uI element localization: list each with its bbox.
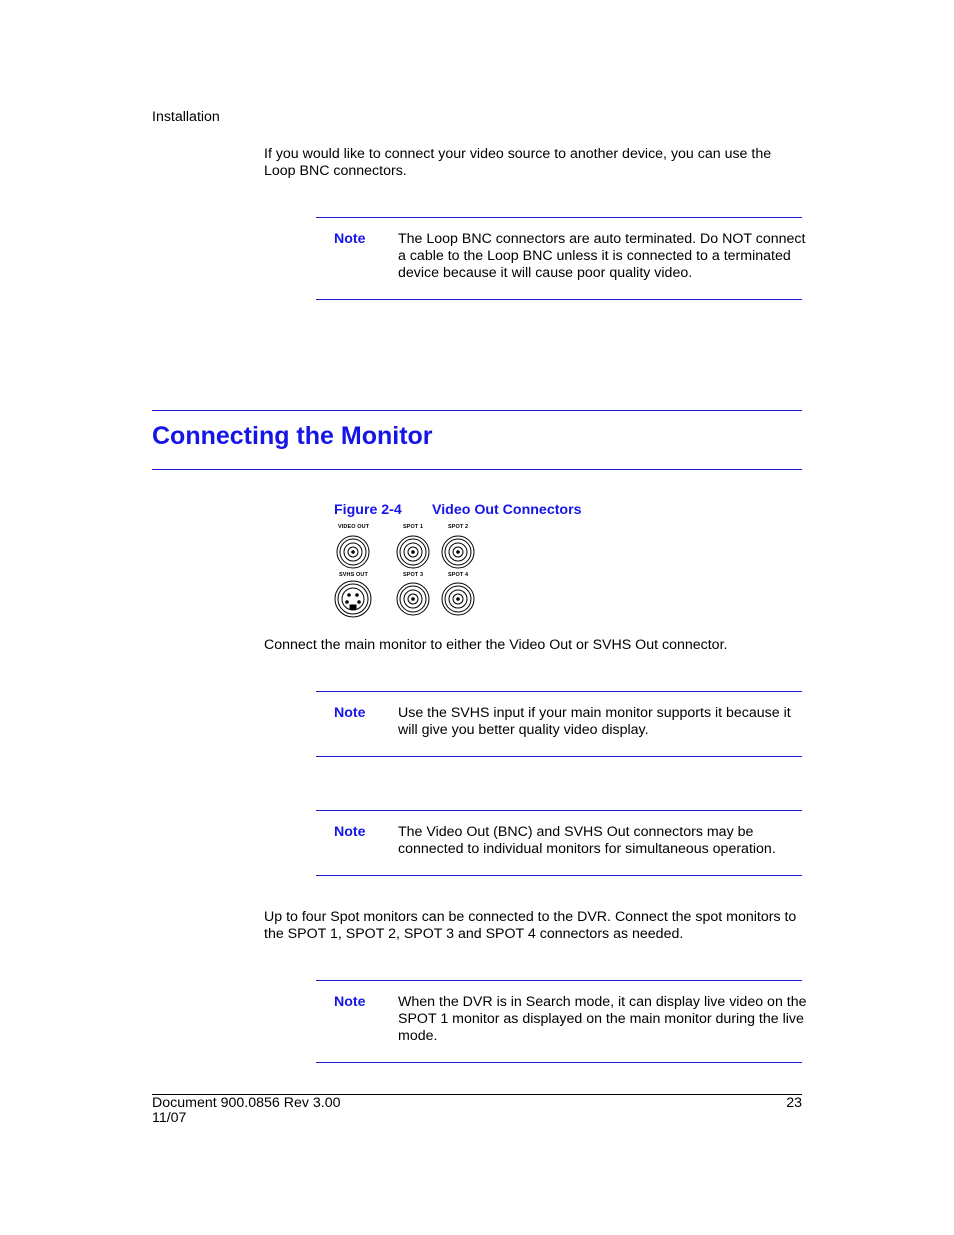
intro-paragraph: If you would like to connect your video source to another device, you can use the Loop BNC connectors. xyxy=(264,146,772,179)
note-top-rule xyxy=(316,980,802,981)
spot2-label: SPOT 2 xyxy=(448,524,469,530)
note-text: Use the SVHS input if your main monitor supports it because it will give you better quality video display. xyxy=(398,705,791,738)
note-text: When the DVR is in Search mode, it can display live video on the SPOT 1 monitor as displayed on the main monitor during the live mode. xyxy=(398,994,807,1044)
note-text: The Loop BNC connectors are auto terminated. Do NOT connect a cable to the Loop BNC unless it is connected to a terminated device because it will cause poor quality video. xyxy=(398,231,806,281)
note-label: Note xyxy=(334,231,366,247)
spot1-label: SPOT 1 xyxy=(403,524,424,530)
section-top-rule xyxy=(152,410,802,411)
note-label: Note xyxy=(334,705,366,721)
spot4-label: SPOT 4 xyxy=(448,572,469,578)
spot-monitors-paragraph: Up to four Spot monitors can be connected to the DVR. Connect the spot monitors to the SPOT 1, SPOT 2, SPOT 3 and SPOT 4 connectors as needed. xyxy=(264,909,797,942)
video-out-label: VIDEO OUT xyxy=(338,524,370,530)
spot2-bnc-icon xyxy=(442,536,474,568)
footer-date: 11/07 xyxy=(152,1110,187,1126)
spot3-bnc-icon xyxy=(397,583,429,615)
note-top-rule xyxy=(316,810,802,811)
note-text: The Video Out (BNC) and SVHS Out connectors may be connected to individual monitors for simultaneous operation. xyxy=(398,824,776,857)
svhs-out-label: SVHS OUT xyxy=(339,572,368,578)
note-bottom-rule xyxy=(316,1062,802,1063)
page-number: 23 xyxy=(786,1095,802,1111)
connector-drawing xyxy=(330,522,480,620)
note-top-rule xyxy=(316,217,802,218)
note-bottom-rule xyxy=(316,875,802,876)
figure-title: Video Out Connectors xyxy=(432,502,582,518)
note-label: Note xyxy=(334,994,366,1010)
spot3-label: SPOT 3 xyxy=(403,572,424,578)
note-top-rule xyxy=(316,691,802,692)
spot4-bnc-icon xyxy=(442,583,474,615)
video-out-connectors-figure xyxy=(330,522,480,620)
footer-document-number: Document 900.0856 Rev 3.00 xyxy=(152,1095,341,1111)
spot1-bnc-icon xyxy=(397,536,429,568)
note-bottom-rule xyxy=(316,299,802,300)
section-bottom-rule xyxy=(152,469,802,470)
main-monitor-paragraph: Connect the main monitor to either the Video Out or SVHS Out connector. xyxy=(264,637,728,653)
section-title: Connecting the Monitor xyxy=(152,422,433,450)
note-label: Note xyxy=(334,824,366,840)
running-header: Installation xyxy=(152,109,220,125)
svhs-out-connector-icon xyxy=(335,581,371,617)
video-out-bnc-icon xyxy=(337,536,369,568)
note-bottom-rule xyxy=(316,756,802,757)
figure-number: Figure 2-4 xyxy=(334,502,402,518)
